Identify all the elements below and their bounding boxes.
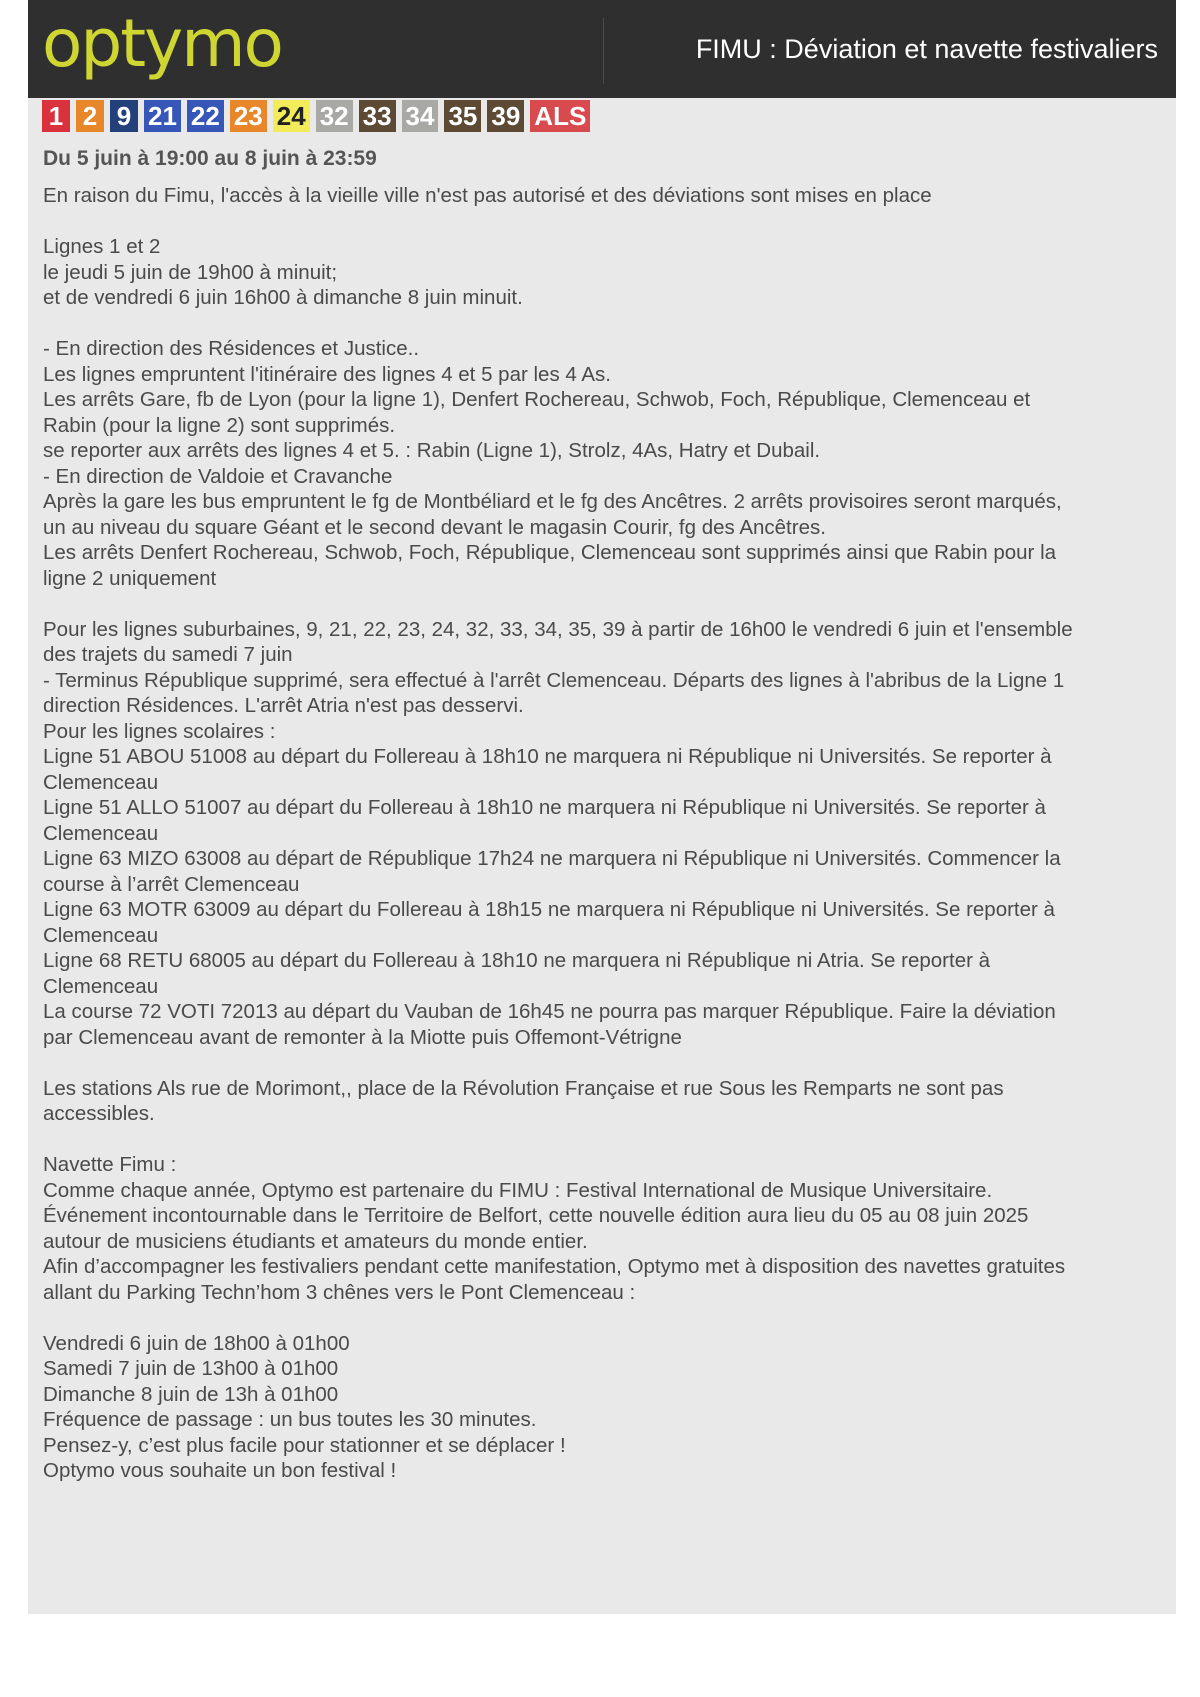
optymo-logo: [42, 4, 282, 84]
notice-paragraph: Les stations Als rue de Morimont,, place de la Révolution Française et rue Sous les Remparts ne sont pas accessibles.: [43, 1076, 1004, 1125]
notice-content: [43, 145, 1163, 1484]
notice-paragraph: Vendredi 6 juin de 18h00 à 01h00 Samedi 7 juin de 13h00 à 01h00 Dimanche 8 juin de 13h à 01h00 Fréquence de passage : un bus toutes les 30 minutes. Pensez-y, c’est plus facile pour stationner et se déplacer ! Optymo vous souhaite un bon festival !: [43, 1331, 566, 1482]
paragraph-spacer: [43, 591, 1163, 617]
paragraph-spacer: [43, 1127, 1163, 1153]
notice-paragraph: En raison du Fimu, l'accès à la vieille ville n'est pas autorisé et des déviations sont mises en place: [43, 184, 932, 207]
line-badge: 1: [42, 100, 70, 132]
logo-text: optymo: [42, 5, 282, 82]
line-badge: 22: [187, 100, 224, 132]
line-badge: 23: [230, 100, 267, 132]
paragraph-spacer: [43, 209, 1163, 235]
line-badge: 2: [76, 100, 104, 132]
line-badges: [42, 100, 590, 132]
line-badge: 39: [487, 100, 524, 132]
date-range: Du 5 juin à 19:00 au 8 juin à 23:59: [43, 147, 377, 170]
line-badge: 33: [359, 100, 396, 132]
paragraph-spacer: [43, 311, 1163, 337]
line-badge: 21: [144, 100, 181, 132]
page-title: FIMU : Déviation et navette festivaliers: [695, 34, 1158, 64]
line-badge: 32: [316, 100, 353, 132]
line-badge: 24: [273, 100, 310, 132]
line-badge: ALS: [530, 100, 590, 132]
paragraph-spacer: [43, 1050, 1163, 1076]
notice-paragraph: Lignes 1 et 2 le jeudi 5 juin de 19h00 à minuit; et de vendredi 6 juin 16h00 à dimanche 8 juin minuit.: [43, 235, 523, 309]
page: [28, 0, 1176, 1614]
paragraph-spacer: [43, 1305, 1163, 1331]
notice-paragraph: Navette Fimu : Comme chaque année, Optymo est partenaire du FIMU : Festival International de Musique Universitaire. Événement incontournable dans le Territoire de Belfort, cette nouvelle édition aura lieu du 05 au 08 juin 2025 autour de musiciens étudiants et amateurs du monde entier. Afin d’accompagner les festivaliers pendant cette manifestation, Optymo met à disposition des navettes gratuites allant du Parking Techn’hom 3 chênes vers le Pont Clemenceau :: [43, 1153, 1066, 1304]
line-badge: 35: [444, 100, 481, 132]
header: [28, 0, 1176, 98]
line-badge: 9: [110, 100, 138, 132]
line-badge: 34: [402, 100, 439, 132]
notice-paragraph: - En direction des Résidences et Justice.. Les lignes empruntent l'itinéraire des lignes 4 et 5 par les 4 As. Les arrêts Gare, fb de Lyon (pour la ligne 1), Denfert Rochereau, Schwob, Foch, République, Clemenceau et Rabin (pour la ligne 2) sont supprimés. se reporter aux arrêts des lignes 4 et 5. : Rabin (Ligne 1), Strolz, 4As, Hatry et Dubail. - En direction de Valdoie et Cravanche Après la gare les bus empruntent le fg de Montbéliard et le fg des Ancêtres. 2 arrêts provisoires seront marqués, un au niveau du square Géant et le second devant le magasin Courir, fg des Ancêtres. Les arrêts Denfert Rochereau, Schwob, Foch, République, Clemenceau sont supprimés ainsi que Rabin pour la ligne 2 uniquement: [43, 337, 1062, 590]
notice-paragraph: Pour les lignes suburbaines, 9, 21, 22, 23, 24, 32, 33, 34, 35, 39 à partir de 16h00 le vendredi 6 juin et l'ensemble des trajets du samedi 7 juin - Terminus République supprimé, sera effectué à l'arrêt Clemenceau. Départs des lignes à l'abribus de la Ligne 1 direction Résidences. L'arrêt Atria n'est pas desservi. Pour les lignes scolaires : Ligne 51 ABOU 51008 au départ du Follereau à 18h10 ne marquera ni République ni Universités. Se reporter à Clemenceau Ligne 51 ALLO 51007 au départ du Follereau à 18h10 ne marquera ni République ni Universités. Se reporter à Clemenceau Ligne 63 MIZO 63008 au départ de République 17h24 ne marquera ni République ni Universités. Commencer la course à l’arrêt Clemenceau Ligne 63 MOTR 63009 au départ du Follereau à 18h15 ne marquera ni République ni Universités. Se reporter à Clemenceau Ligne 68 RETU 68005 au départ du Follereau à 18h10 ne marquera ni République ni Atria. Se reporter à Clemenceau La course 72 VOTI 72013 au départ du Vauban de 16h45 ne pourra pas marquer République. Faire la déviation par Clemenceau avant de remonter à la Miotte puis Offemont-Vétrigne: [43, 617, 1073, 1049]
header-divider: [603, 18, 604, 84]
